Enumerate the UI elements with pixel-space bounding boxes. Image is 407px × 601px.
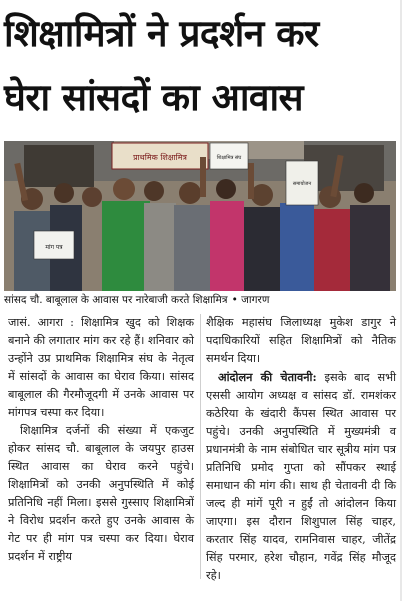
article-paragraph <box>8 314 194 422</box>
article-column-right <box>206 314 396 585</box>
photo-caption <box>4 292 396 309</box>
placard-text: समायोजन <box>292 181 312 187</box>
placard-text: मांग पत्र <box>45 244 63 251</box>
headline-line-1: शिक्षामित्रों ने प्रदर्शन कर <box>4 12 319 55</box>
article-column-left <box>8 314 194 566</box>
headline-line-2: घेरा सांसदों का आवास <box>4 76 304 119</box>
protest-photo-illustration <box>4 141 396 291</box>
article-text: शिक्षामित्र खुद को शिक्षक बनाने की लगातार मांग कर रहे हैं। शनिवार को उन्होंने उप्र प्राथमिक शिक्षामित्र संघ के नेतृत्व में सांसदों के आवास का घेराव किया। सांसद बाबूलाल की गैरमौजूदगी में उनके आवास पर मांगपत्र चस्पा कर दिया। <box>8 316 194 419</box>
photo-credit: • जागरण <box>231 294 270 306</box>
protest-photo <box>4 141 396 291</box>
dateline: जासं. आगरा : <box>8 316 74 329</box>
headline <box>4 4 403 134</box>
article-paragraph: शिक्षामित्र दर्जनों की संख्या में एकजुट होकर सांसद चौ. बाबूलाल के जयपुर हाउस स्थित आवास का घेराव करने पहुंचे। शिक्षामित्रों को उनकी अनुपस्थिति में कोई प्रतिनिधि नहीं मिला। इससे गुस्साए शिक्षामित्रों ने विरोध प्रदर्शन करते हुए उनके आवास के गेट पर ही मांग पत्र चस्पा कर दिया। घेराव प्रदर्शन में राष्ट्रीय <box>8 424 194 563</box>
article-paragraph <box>206 368 396 585</box>
banner-text: प्राथमिक शिक्षामित्र <box>133 153 187 162</box>
photo-caption-text: सांसद चौ. बाबूलाल के आवास पर नारेबाजी करते शिक्षामित्र <box>4 294 228 306</box>
article-paragraph: शैक्षिक महासंघ जिलाध्यक्ष मुकेश डागुर ने पदाधिकारियों सहित शिक्षामित्रों को नैतिक समर्थन दिया। <box>206 316 396 365</box>
subhead: आंदोलन की चेतावनी: <box>218 370 317 384</box>
column-divider <box>200 314 201 579</box>
article-text: इसके बाद सभी एससी आयोग अध्यक्ष व सांसद डॉ. रामशंकर कठेरिया के खंदारी कैंपस स्थित आवास पर पहुंचे। उनकी अनुपस्थिति में मुख्यमंत्री व प्रधानमंत्री के नाम संबोधित चार सूत्रीय मांग पत्र प्रतिनिधि प्रमोद गुप्ता को सौंपकर स्थाई समाधान की मांग की। साथ ही चेतावनी दी कि जल्द ही मांगें पूरी न हुईं तो आंदोलन किया जाएगा। इस दौरान शिशुपाल सिंह चाहर, करतार सिंह यादव, रामनिवास चाहर, जीतेंद्र सिंह परमार, हरेश चौहान, गवेंद्र सिंह मौजूद रहे। <box>206 371 397 582</box>
placard-text: शिक्षामित्र संघ <box>216 155 242 161</box>
